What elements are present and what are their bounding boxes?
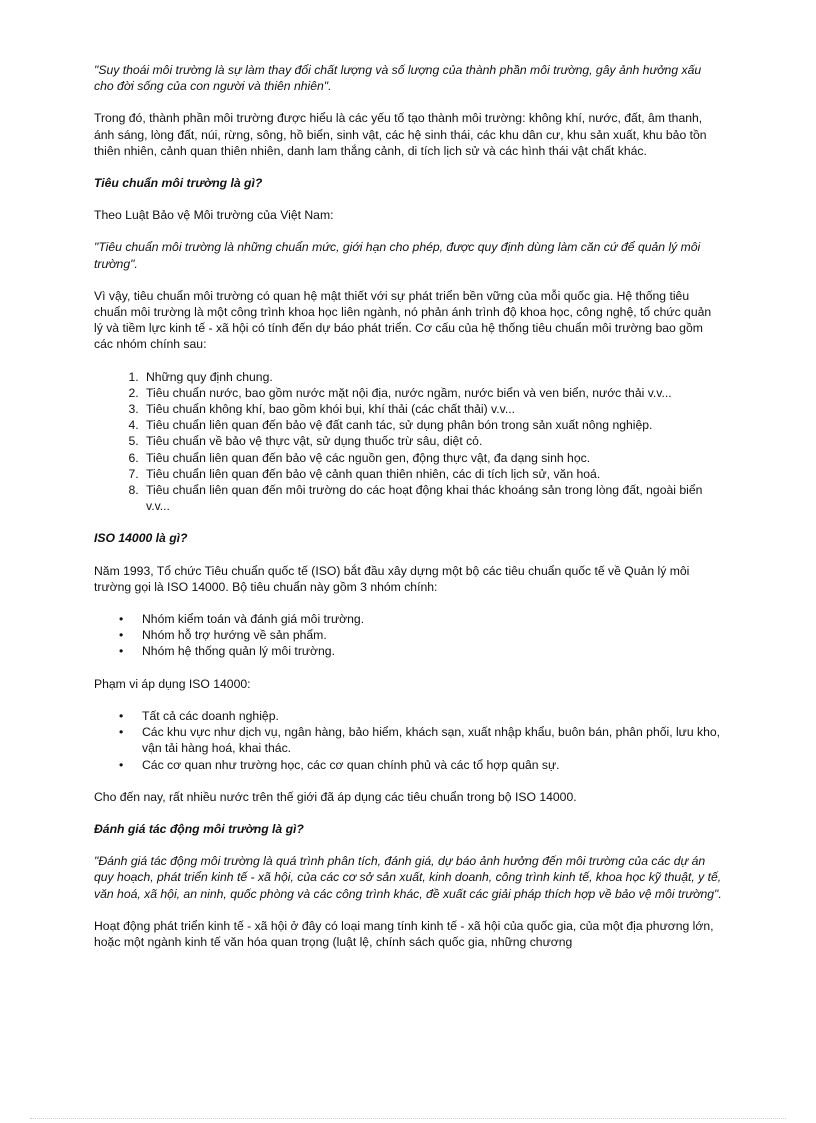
quote-degradation-definition: "Suy thoái môi trường là sự làm thay đổi chất lượng và số lượng của thành phần môi trường, gây ảnh hưởng xấu cho đời sống của con người và thiên nhiên". <box>94 63 702 94</box>
list-item: 7. Tiêu chuẩn liên quan đến bảo vệ cảnh quan thiên nhiên, các di tích lịch sử, văn hoá. <box>142 466 722 482</box>
heading-impact-assessment: Đánh giá tác động môi trường là gì? <box>94 821 304 836</box>
document-page <box>94 62 722 966</box>
list-item: • Tất cả các doanh nghiệp. <box>142 708 722 724</box>
standards-list <box>94 369 722 515</box>
list-item: • Nhóm hỗ trợ hướng về sản phẩm. <box>142 627 722 643</box>
page-bottom-divider <box>30 1118 786 1119</box>
paragraph-standards-system: Vì vậy, tiêu chuẩn môi trường có quan hệ mật thiết với sự phát triển bền vững của mỗi quốc gia. Hệ thống tiêu chuẩn môi trường là một công trình khoa học liên ngành, nó phản ánh trình độ khoa học, công nghệ, tổ chức quản lý và tiềm lực kinh tế - xã hội có tính đến dự báo phát triển. Cơ cấu của hệ thống tiêu chuẩn môi trường bao gồm các nhóm chính sau: <box>94 288 712 352</box>
list-item: 4. Tiêu chuẩn liên quan đến bảo vệ đất canh tác, sử dụng phân bón trong sản xuất nông nghiệp. <box>142 417 722 433</box>
iso-scope-list <box>94 708 722 773</box>
paragraph-environment-components: Trong đó, thành phần môi trường được hiểu là các yếu tố tạo thành môi trường: không khí, nước, đất, âm thanh, ánh sáng, lòng đất, núi, rừng, sông, hồ biển, sinh vật, các hệ sinh thái, các khu dân cư, khu sản xuất, khu bảo tồn thiên nhiên, cảnh quan thiên nhiên, danh lam thắng cảnh, di tích lịch sử và các hình thái vật chất khác. <box>94 111 707 158</box>
list-item: 2. Tiêu chuẩn nước, bao gồm nước mặt nội địa, nước ngầm, nước biển và ven biển, nước thải v.v... <box>142 385 722 401</box>
quote-standards-definition: "Tiêu chuẩn môi trường là những chuẩn mức, giới hạn cho phép, được quy định dùng làm căn cứ để quản lý môi trường". <box>94 240 701 271</box>
list-item: 6. Tiêu chuẩn liên quan đến bảo vệ các nguồn gen, động thực vật, đa dạng sinh học. <box>142 450 722 466</box>
list-item: • Nhóm kiểm toán và đánh giá môi trường. <box>142 611 722 627</box>
list-item: 1. Những quy định chung. <box>142 369 722 385</box>
paragraph-development-activities: Hoạt động phát triển kinh tế - xã hội ở đây có loại mang tính kinh tế - xã hội của quốc gia, của một địa phương lớn, hoặc một ngành kinh tế văn hóa quan trọng (luật lệ, chính sách quốc gia, những chương <box>94 918 714 949</box>
iso-groups-list <box>94 611 722 660</box>
list-item: • Các cơ quan như trường học, các cơ quan chính phủ và các tổ hợp quân sự. <box>142 757 722 773</box>
list-item: 5. Tiêu chuẩn về bảo vệ thực vật, sử dụng thuốc trừ sâu, diệt cỏ. <box>142 433 722 449</box>
list-item: • Các khu vực như dịch vụ, ngân hàng, bảo hiểm, khách sạn, xuất nhập khẩu, buôn bán, phân phối, lưu kho, vận tải hàng hoá, khai thác. <box>142 724 722 756</box>
quote-impact-assessment-definition: "Đánh giá tác động môi trường là quá trình phân tích, đánh giá, dự báo ảnh hưởng đến môi trường của các dự án quy hoạch, phát triển kinh tế - xã hội, của các cơ sở sản xuất, kinh doanh, công trình kinh tế, khoa học kỹ thuật, y tế, văn hoá, xã hội, an ninh, quốc phòng và các công trình khác, đề xuất các giải pháp thích hợp về bảo vệ môi trường". <box>94 854 722 901</box>
paragraph-iso-adoption: Cho đến nay, rất nhiều nước trên thế giới đã áp dụng các tiêu chuẩn trong bộ ISO 14000. <box>94 789 577 804</box>
list-item: • Nhóm hệ thống quản lý môi trường. <box>142 643 722 659</box>
heading-iso-14000: ISO 14000 là gì? <box>94 531 188 546</box>
paragraph-iso-history: Năm 1993, Tổ chức Tiêu chuẩn quốc tế (ISO) bắt đầu xây dựng một bộ các tiêu chuẩn quốc tế về Quản lý môi trường gọi là ISO 14000. Bộ tiêu chuẩn này gồm 3 nhóm chính: <box>94 563 690 594</box>
list-item: 3. Tiêu chuẩn không khí, bao gồm khói bụi, khí thải (các chất thải) v.v... <box>142 401 722 417</box>
heading-environmental-standards: Tiêu chuẩn môi trường là gì? <box>94 176 263 191</box>
list-item: 8. Tiêu chuẩn liên quan đến môi trường do các hoạt động khai thác khoáng sản trong lòng đất, ngoài biển v.v... <box>142 482 722 514</box>
paragraph-iso-scope-intro: Phạm vi áp dụng ISO 14000: <box>94 676 251 691</box>
paragraph-law-reference: Theo Luật Bảo vệ Môi trường của Việt Nam: <box>94 208 334 223</box>
